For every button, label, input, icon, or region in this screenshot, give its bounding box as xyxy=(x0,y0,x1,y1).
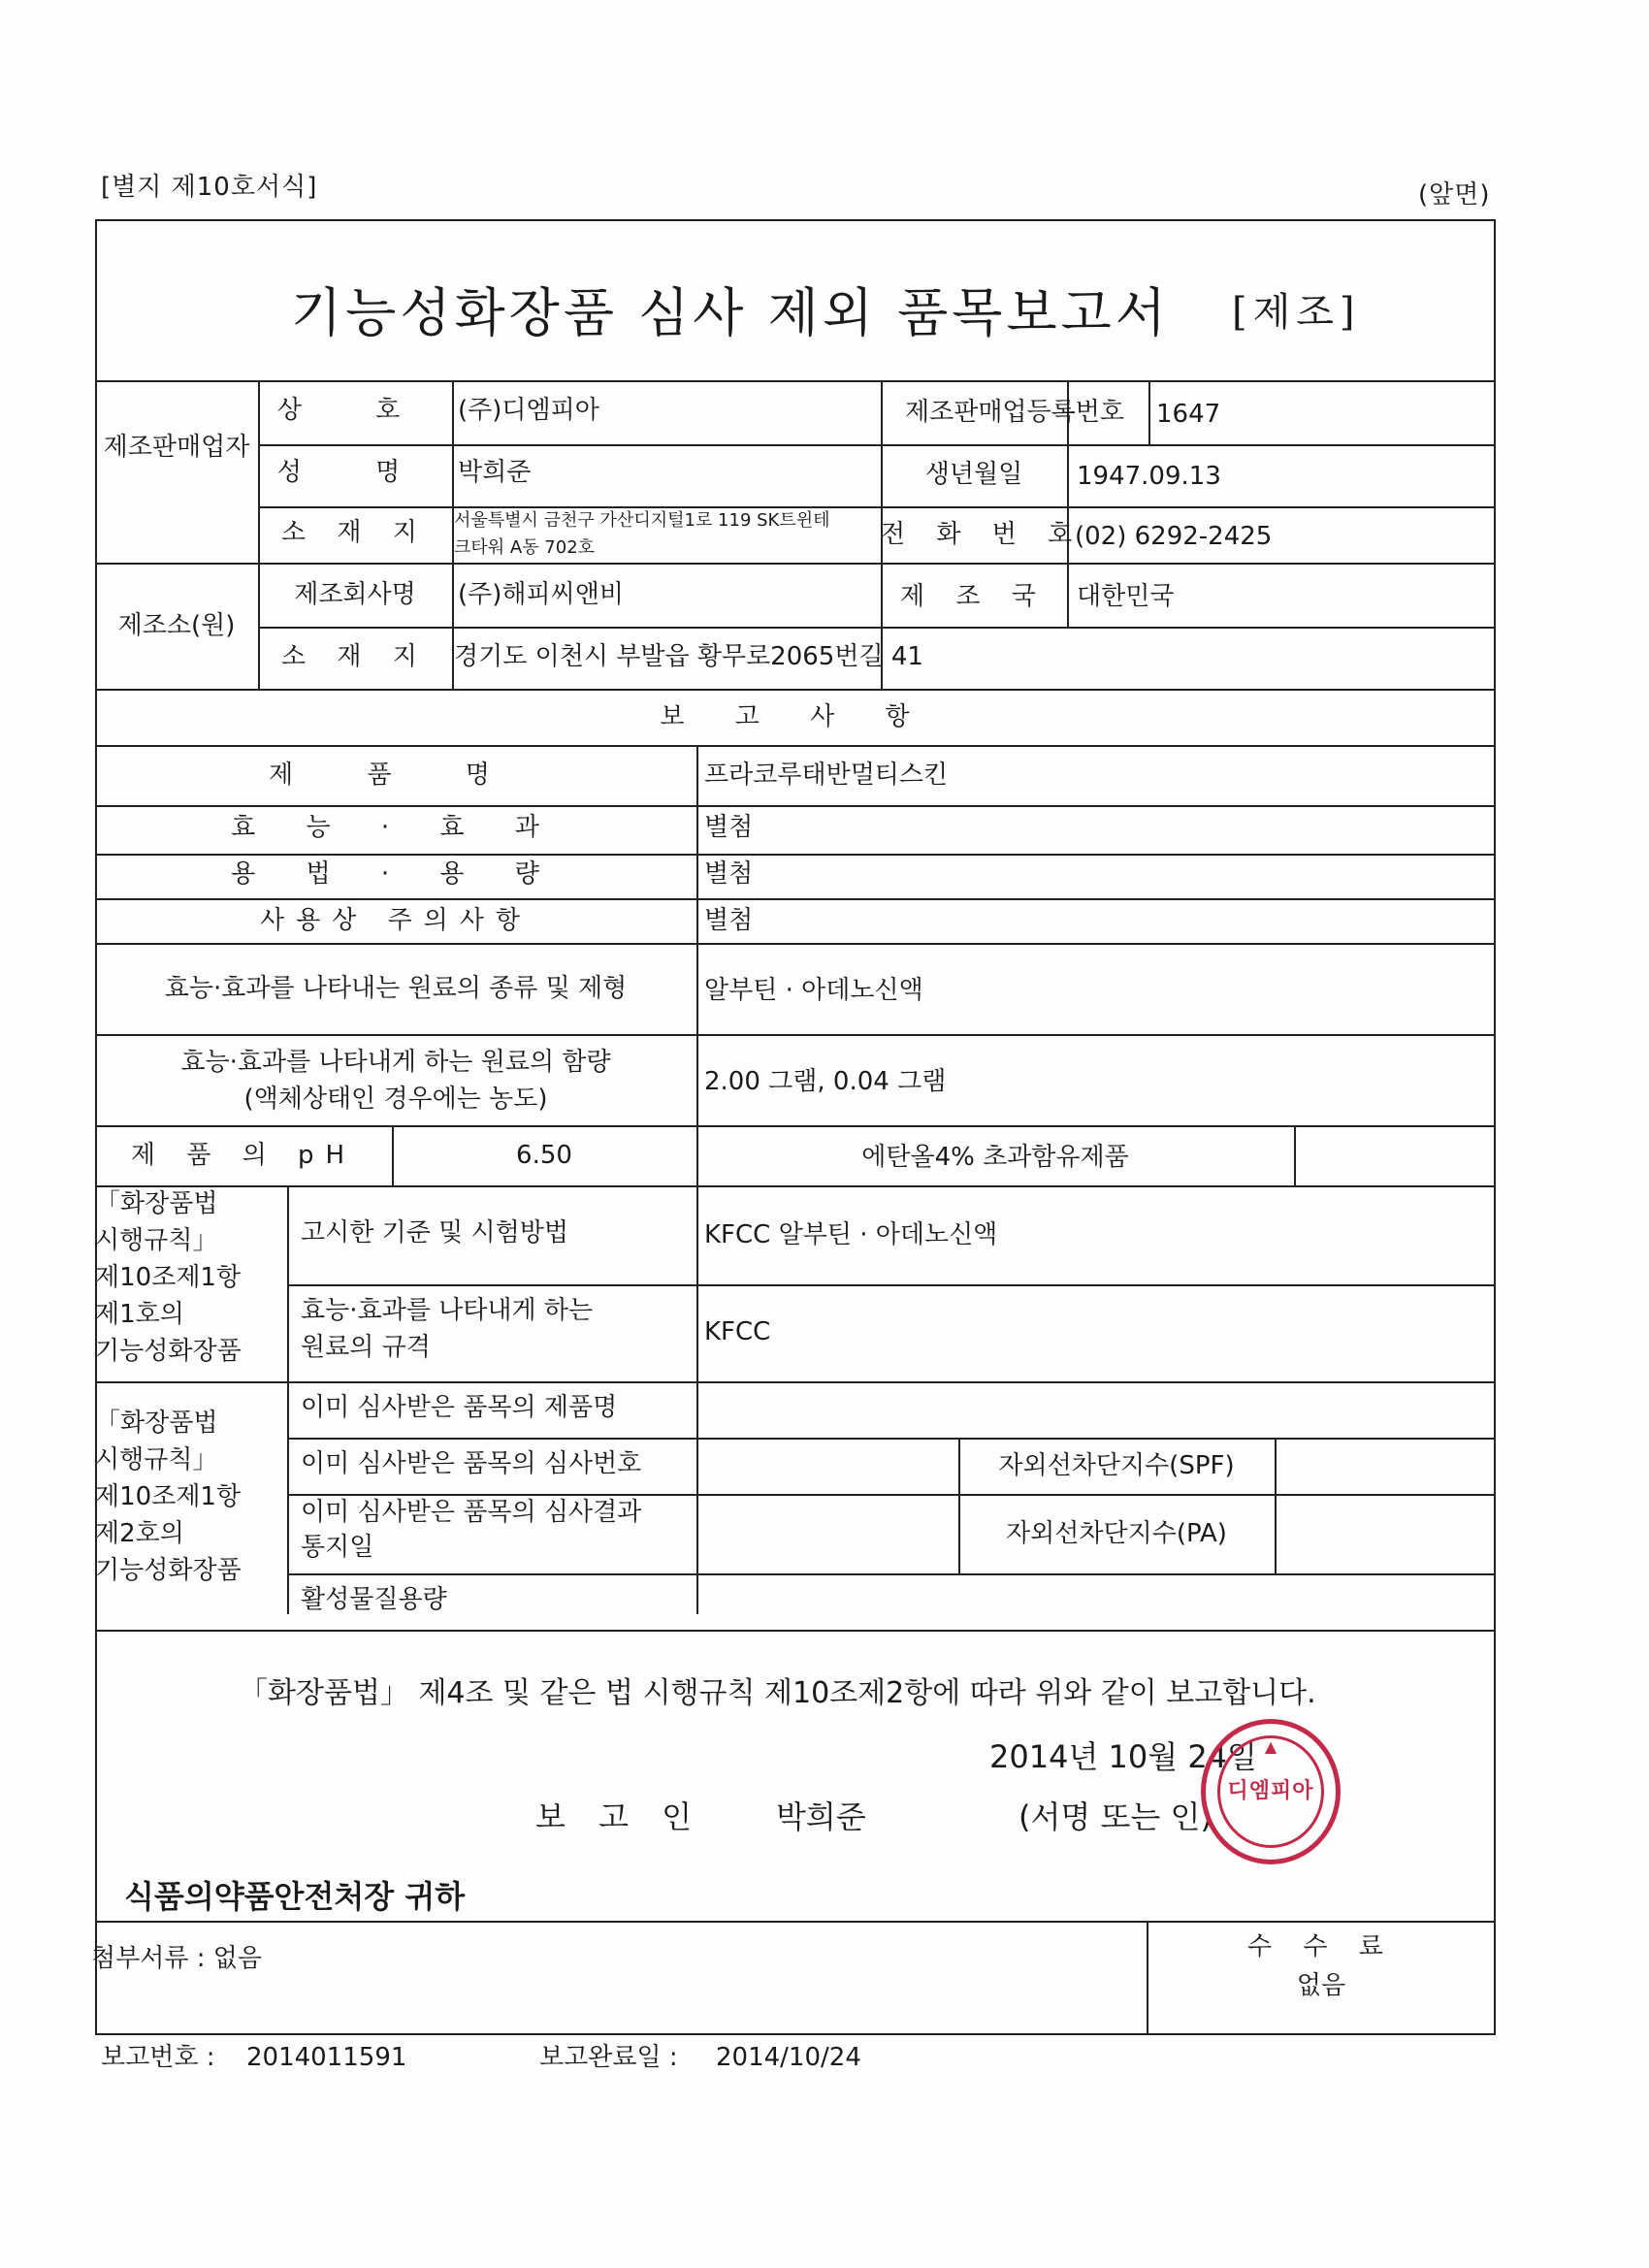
pa-label: 자외선차단지수(PA) xyxy=(1006,1519,1227,1548)
phone-label: 전 화 번 호 xyxy=(881,520,1084,549)
divider xyxy=(95,1034,1496,1036)
divider xyxy=(287,1284,1496,1286)
representative-label: 성 명 xyxy=(276,458,434,487)
signature-label: (서명 또는 인) xyxy=(1018,1798,1212,1835)
registration-number-label: 제조판매업등록번호 xyxy=(904,398,1125,427)
divider xyxy=(95,943,1496,945)
fee-label: 수 수 료 xyxy=(1247,1932,1395,1961)
spf-label: 자외선차단지수(SPF) xyxy=(998,1451,1235,1480)
ingredient-spec-value: KFCC xyxy=(704,1317,771,1346)
review-result-label-1: 이미 심사받은 품목의 심사결과 xyxy=(301,1498,642,1527)
country-label: 제 조 국 xyxy=(900,582,1048,611)
factory-company-value: (주)해피씨앤비 xyxy=(458,580,624,609)
company-seal xyxy=(1201,1719,1341,1864)
report-date: 2014년 10월 24일 xyxy=(989,1738,1257,1775)
company-name-label: 상 호 xyxy=(276,396,434,425)
factory-address-value: 경기도 이천시 부발읍 황무로2065번길 41 xyxy=(454,642,923,671)
seal-text: 디엠피아 xyxy=(1227,1779,1314,1803)
reviewed-product-label: 이미 심사받은 품목의 제품명 xyxy=(301,1393,618,1422)
caution-label: 사용상 주의사항 xyxy=(259,906,533,935)
birth-date-value: 1947.09.13 xyxy=(1077,462,1221,491)
divider xyxy=(95,563,1496,565)
divider xyxy=(95,689,1496,691)
attachments: 첨부서류 : 없음 xyxy=(91,1944,262,1973)
review-number-label: 이미 심사받은 품목의 심사번호 xyxy=(301,1449,642,1478)
divider xyxy=(95,1381,1496,1383)
divider xyxy=(696,745,698,1614)
divider xyxy=(287,1573,1496,1575)
factory-address-label: 소 재 지 xyxy=(281,642,429,671)
product-name-value: 프라코루태반멀티스킨 xyxy=(704,761,949,790)
divider xyxy=(95,805,1496,807)
reporter-label: 보 고 인 xyxy=(535,1798,704,1835)
item1-label-line: 제1호의 xyxy=(95,1300,184,1329)
address-line-1: 서울특별시 금천구 가산디지털1로 119 SK트윈테 xyxy=(454,510,830,531)
efficacy-label: 효 능 · 효 과 xyxy=(231,813,561,842)
ingredient-content-label-2: (액체상태인 경우에는 농도) xyxy=(243,1085,548,1114)
ph-value: 6.50 xyxy=(516,1141,572,1170)
country-value: 대한민국 xyxy=(1077,582,1175,611)
divider xyxy=(95,854,1496,856)
ingredient-spec-label-2: 원료의 규격 xyxy=(301,1333,431,1362)
addressee: 식품의약품안전처장 귀하 xyxy=(124,1878,466,1915)
item2-label-line: 제2호의 xyxy=(95,1519,184,1548)
ingredient-type-value: 알부틴 · 아데노신액 xyxy=(704,976,923,1005)
divider xyxy=(95,1185,1496,1187)
report-number-label: 보고번호 : xyxy=(101,2043,215,2072)
address-line-2: 크타워 A동 702호 xyxy=(454,537,596,558)
declaration-statement: 「화장품법」 제4조 및 같은 법 시행규칙 제10조제2항에 따라 위와 같이 보고합니다. xyxy=(239,1676,1316,1710)
manufacturer-section-label: 제조판매업자 xyxy=(103,433,250,462)
fee-value: 없음 xyxy=(1296,1971,1346,2000)
ethanol-label: 에탄올4% 초과함유제품 xyxy=(861,1143,1129,1172)
divider xyxy=(1275,1438,1277,1573)
divider xyxy=(258,506,1496,508)
active-substance-label: 활성물질용량 xyxy=(301,1585,447,1614)
usage-label: 용 법 · 용 량 xyxy=(231,859,561,889)
standard-method-value: KFCC 알부틴 · 아데노신액 xyxy=(704,1220,998,1249)
divider xyxy=(287,1438,1496,1440)
ph-label: 제 품 의 pH xyxy=(130,1141,357,1170)
divider xyxy=(95,898,1496,900)
item2-label-line: 시행규칙」 xyxy=(95,1445,218,1474)
page-side-label: (앞면) xyxy=(1418,180,1491,210)
phone-value: (02) 6292-2425 xyxy=(1075,522,1273,551)
product-name-label: 제 품 명 xyxy=(269,761,523,790)
representative-value: 박희준 xyxy=(458,458,532,487)
factory-company-label: 제조회사명 xyxy=(294,580,416,609)
efficacy-value: 별첨 xyxy=(704,813,754,842)
ingredient-content-label-1: 효능·효과를 나타내게 하는 원료의 함량 xyxy=(180,1048,611,1077)
birth-date-label: 생년월일 xyxy=(924,460,1023,489)
report-section-label: 보 고 사 항 xyxy=(660,702,931,731)
form-title: 기능성화장품 심사 제외 품목보고서 xyxy=(291,282,1170,343)
usage-value: 별첨 xyxy=(704,859,754,889)
form-type: [제조] xyxy=(1232,290,1361,335)
seal-mark-icon: ▲ xyxy=(1264,1737,1277,1756)
divider xyxy=(258,627,1496,629)
item2-label-line: 제10조제1항 xyxy=(95,1482,242,1511)
divider xyxy=(95,1921,1496,1923)
reporter-name: 박희준 xyxy=(776,1798,866,1835)
divider xyxy=(1067,563,1069,627)
divider xyxy=(1148,380,1150,444)
item1-label-line: 시행규칙」 xyxy=(95,1226,218,1255)
divider xyxy=(95,1630,1496,1632)
form-reference: [별지 제10호서식] xyxy=(101,173,318,202)
review-result-label-2: 통지일 xyxy=(301,1533,374,1562)
factory-section-label: 제조소(원) xyxy=(117,611,236,640)
item1-label-line: 제10조제1항 xyxy=(95,1263,242,1292)
item2-label-line: 기능성화장품 xyxy=(95,1556,242,1585)
divider xyxy=(287,1185,289,1614)
divider xyxy=(1294,1125,1296,1185)
divider xyxy=(287,1494,1496,1496)
item2-label-line: 「화장품법 xyxy=(95,1409,218,1438)
divider xyxy=(258,444,1496,446)
company-name-value: (주)디엠피아 xyxy=(458,396,599,425)
ingredient-content-value: 2.00 그램, 0.04 그램 xyxy=(704,1067,947,1096)
divider xyxy=(95,1125,1496,1127)
divider xyxy=(95,380,1496,382)
registration-number-value: 1647 xyxy=(1156,400,1221,429)
completion-date-value: 2014/10/24 xyxy=(716,2043,861,2072)
completion-date-label: 보고완료일 : xyxy=(539,2043,678,2072)
divider xyxy=(95,745,1496,747)
address-label: 소 재 지 xyxy=(281,518,429,547)
ingredient-spec-label-1: 효능·효과를 나타내게 하는 xyxy=(301,1296,594,1325)
caution-value: 별첨 xyxy=(704,906,754,935)
item1-label-line: 기능성화장품 xyxy=(95,1337,242,1366)
standard-method-label: 고시한 기준 및 시험방법 xyxy=(301,1218,568,1247)
report-number-value: 2014011591 xyxy=(246,2043,407,2072)
item1-label-line: 「화장품법 xyxy=(95,1189,218,1218)
ingredient-type-label: 효능·효과를 나타내는 원료의 종류 및 제형 xyxy=(164,974,628,1003)
